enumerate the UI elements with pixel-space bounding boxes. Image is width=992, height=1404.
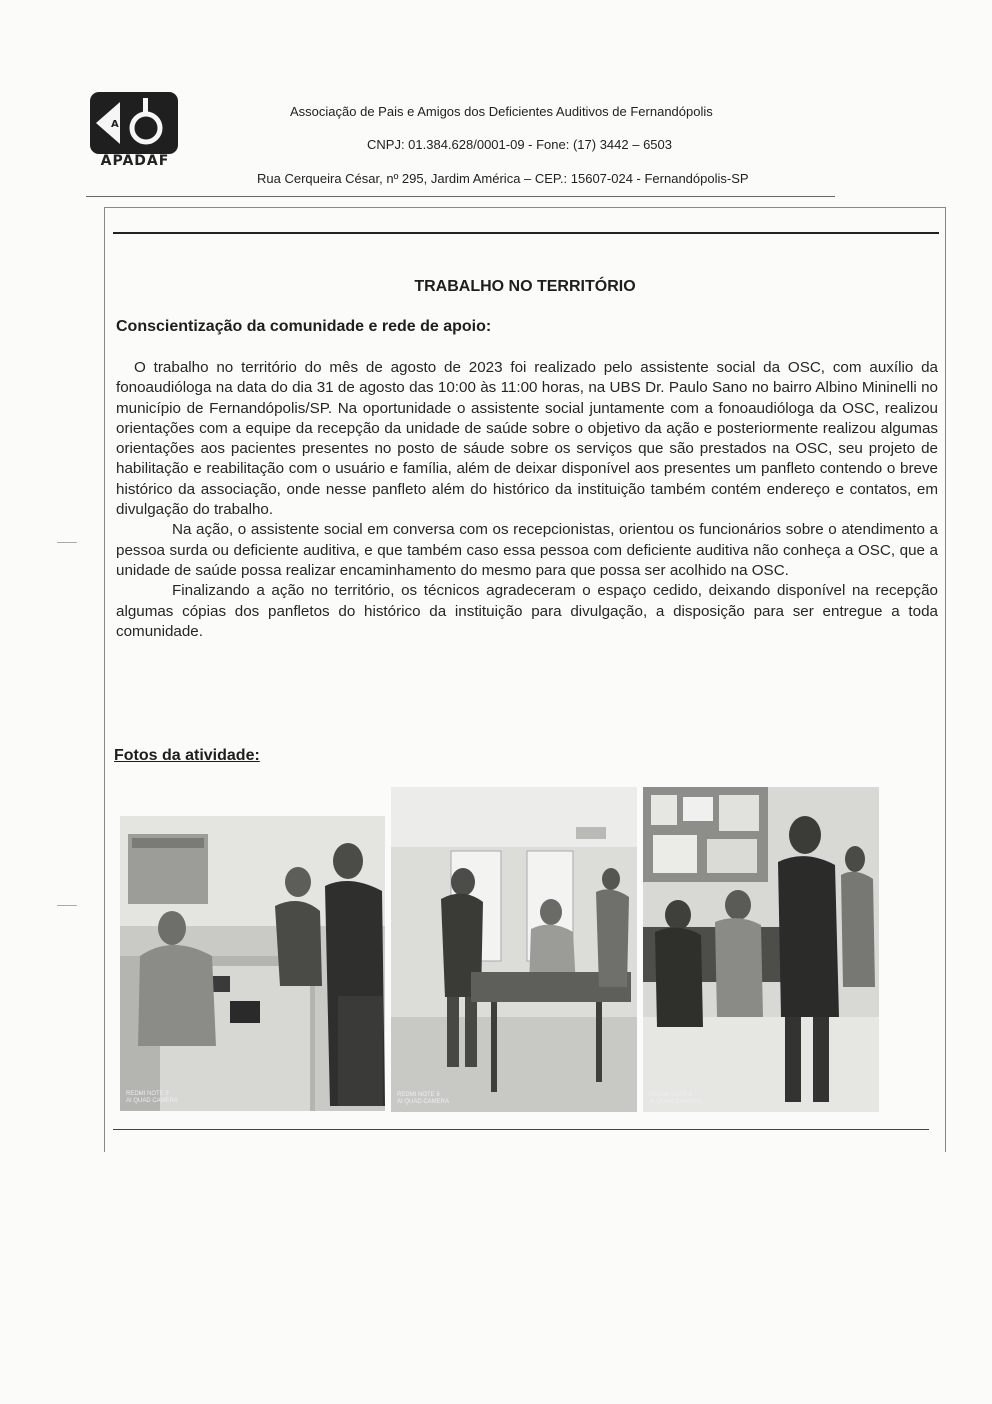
activity-photo-1: [120, 816, 385, 1111]
paragraph-3: Finalizando a ação no território, os técnicos agradeceram o espaço cedido, deixando disponível na recepção algumas cópias dos panfletos do histórico da instituição para divulgação, a disposição para ser entregue a toda comunidade.: [116, 582, 938, 640]
apadaf-logo: [90, 92, 180, 172]
report-body: [116, 358, 938, 642]
address: Rua Cerqueira César, nº 295, Jardim América – CEP.: 15607-024 - Fernandópolis-SP: [257, 171, 749, 186]
header-divider: [86, 196, 835, 197]
frame-top-border: [104, 207, 946, 208]
cnpj-phone: CNPJ: 01.384.628/0001-09 - Fone: (17) 3442 – 6503: [367, 137, 672, 152]
section-divider: [113, 232, 939, 234]
scan-mark: [57, 542, 77, 543]
section-subtitle: Conscientização da comunidade e rede de apoio:: [116, 318, 492, 335]
paragraph-1: O trabalho no território do mês de agosto de 2023 foi realizado pelo assistente social da OSC, com auxílio da fonoaudióloga na data do dia 31 de agosto das 10:00 às 11:00 horas, na UBS Dr. Paulo Sano no bairro Albino Mininelli no município de Fernandópolis/SP. Na oportunidade o assistente social juntamente com a fonoaudióloga da OSC, realizou orientações com a equipe da recepção da unidade de saúde sobre o objetivo da ação e posteriormente realizou algumas orientações aos pacientes presentes no posto de sáude sobre os serviços que são prestados na OSC, seu projeto de habilitação e reabilitação com o usuário e família, além de deixar disponível aos presentes um panfleto contendo o breve histórico da associação, onde nesse panfleto além do histórico da instituição também contém endereço e contatos, em divulgação do trabalho.: [116, 359, 938, 519]
logo-text: APADAF: [100, 153, 170, 169]
photo-watermark: REDMI NOTE 9 AI QUAD CAMERA: [649, 1092, 702, 1105]
page-title: TRABALHO NO TERRITÓRIO: [414, 278, 636, 295]
bottom-divider: [113, 1129, 929, 1130]
frame-right-border: [945, 207, 946, 1152]
activity-photo-3: [643, 787, 879, 1112]
photo-watermark: REDMI NOTE 9 AI QUAD CAMERA: [126, 1091, 179, 1104]
logo-emblem-icon: [90, 92, 178, 154]
paragraph-2: Na ação, o assistente social em conversa com os recepcionistas, orientou os funcionários sobre o atendimento a pessoa surda ou deficiente auditiva, e que também caso essa pessoa com deficiente auditiva não conheça a OSC, que a unidade de saúde possa realizar encaminhamento do mesmo para que possa ser acolhido na OSC.: [116, 521, 938, 579]
photo-watermark: REDMI NOTE 9 AI QUAD CAMERA: [397, 1092, 450, 1105]
svg-text:A: A: [111, 119, 119, 130]
frame-left-border: [104, 207, 105, 1152]
activity-photo-2: [391, 787, 637, 1112]
photos-title: Fotos da atividade:: [114, 747, 260, 764]
org-name: Associação de Pais e Amigos dos Deficientes Auditivos de Fernandópolis: [290, 104, 713, 119]
scan-mark: [57, 905, 77, 906]
